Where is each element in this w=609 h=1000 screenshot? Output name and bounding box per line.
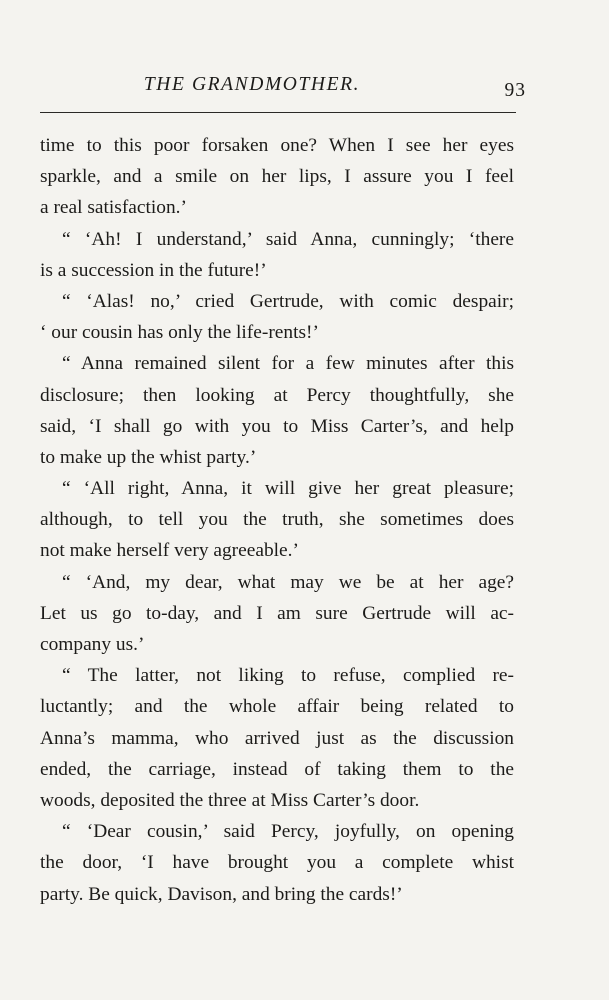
text-line: “ ‘Ah! I understand,’ said Anna, cunningly; ‘there [62, 228, 514, 250]
text-line: not make herself very agreeable.’ [40, 540, 299, 562]
text-line: ‘ our cousin has only the life-rents!’ [40, 322, 319, 344]
text-line: time to this poor forsaken one? When I see her eyes [40, 135, 514, 156]
text-line: woods, deposited the three at Miss Carter’s door. [40, 789, 420, 811]
text-line: sparkle, and a smile on her lips, I assure you I feel [40, 166, 514, 188]
text-line: “ ‘Alas! no,’ cried Gertrude, with comic despair; [62, 290, 514, 312]
text-line: Anna’s mamma, who arrived just as the discussion [40, 727, 514, 749]
text-line: party. Be quick, Davison, and bring the cards!’ [40, 883, 403, 905]
text-line: is a succession in the future!’ [40, 259, 267, 281]
text-line: “ Anna remained silent for a few minutes after this [62, 353, 514, 375]
text-line: “ The latter, not liking to refuse, complied re- [62, 665, 514, 687]
text-line: “ ‘And, my dear, what may we be at her age? [62, 571, 514, 593]
text-line: said, ‘I shall go with you to Miss Carter’s, and help [40, 415, 514, 437]
page-header [40, 74, 524, 102]
text-line: although, to tell you the truth, she sometimes does [40, 509, 514, 531]
text-line: a real satisfaction.’ [40, 197, 187, 219]
text-line: company us.’ [40, 634, 145, 655]
text-line: “ ‘All right, Anna, it will give her great pleasure; [62, 478, 514, 500]
text-line: Let us go to-day, and I am sure Gertrude will ac- [40, 602, 514, 624]
header-rule [40, 112, 516, 113]
body-text [40, 130, 514, 910]
text-line: “ ‘Dear cousin,’ said Percy, joyfully, on opening [62, 821, 514, 843]
text-line: disclosure; then looking at Percy thoughtfully, she [40, 384, 514, 406]
running-title: THE GRANDMOTHER. [143, 74, 361, 95]
text-line: the door, ‘I have brought you a complete whist [40, 852, 514, 874]
page-number: 93 [504, 80, 526, 101]
text-line: luctantly; and the whole affair being related to [40, 696, 514, 718]
text-line: ended, the carriage, instead of taking them to the [40, 758, 514, 780]
text-line: to make up the whist party.’ [40, 446, 257, 468]
